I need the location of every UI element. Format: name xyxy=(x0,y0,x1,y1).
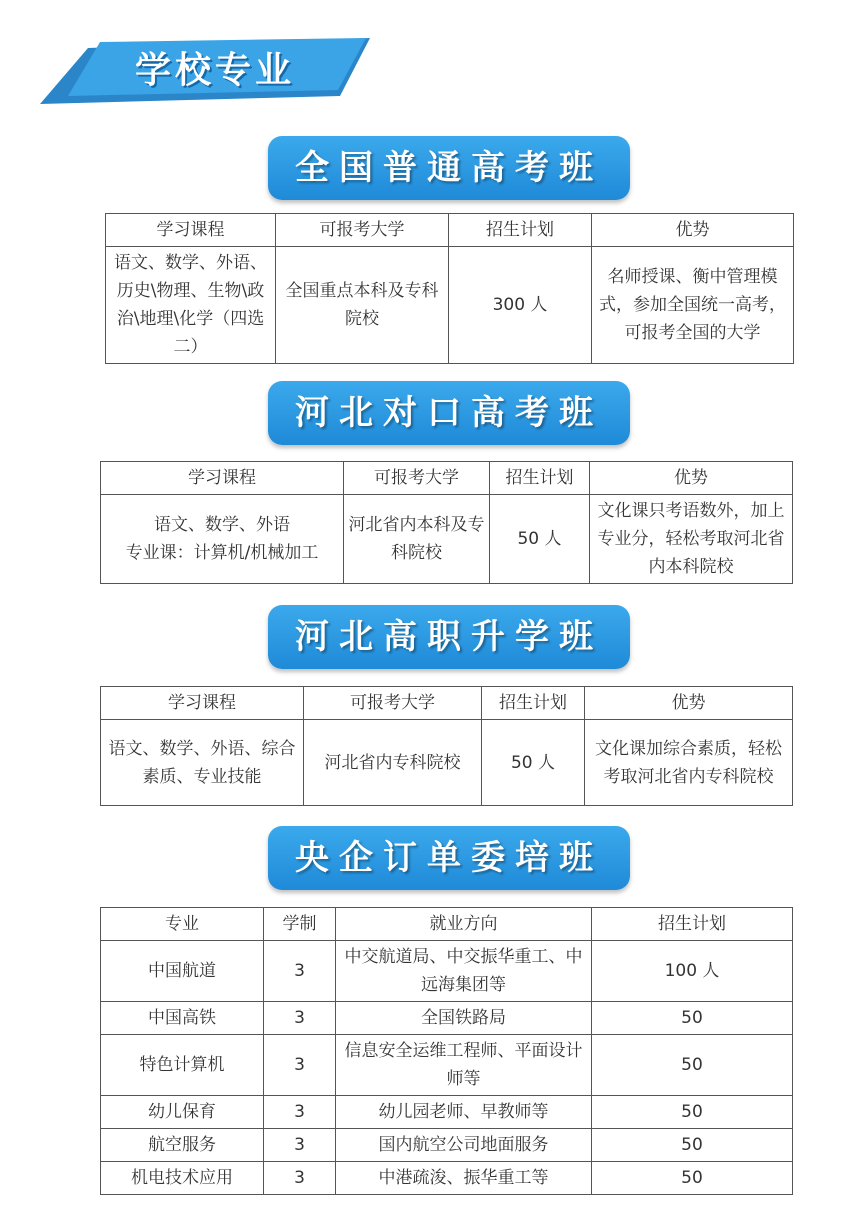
cell-enrollment: 50 xyxy=(592,1162,793,1195)
header-enrollment: 招生计划 xyxy=(482,687,585,720)
cell-enrollment: 50 人 xyxy=(490,495,590,584)
table-row xyxy=(101,495,793,584)
header-courses: 学习课程 xyxy=(106,214,276,247)
cell-advantages: 文化课加综合素质，轻松考取河北省内专科院校 xyxy=(585,720,793,806)
cell-courses: 语文、数学、外语、综合素质、专业技能 xyxy=(101,720,304,806)
header-enrollment: 招生计划 xyxy=(490,462,590,495)
page-banner xyxy=(40,38,370,110)
table-row xyxy=(101,941,793,1002)
cell-duration: 3 xyxy=(264,1162,336,1195)
cell-enrollment: 50 xyxy=(592,1035,793,1096)
header-employment: 就业方向 xyxy=(336,908,592,941)
cell-advantages: 名师授课、衡中管理模式，参加全国统一高考，可报考全国的大学 xyxy=(592,247,794,364)
table-row xyxy=(101,720,793,806)
cell-major: 中国高铁 xyxy=(101,1002,264,1035)
cell-major: 机电技术应用 xyxy=(101,1162,264,1195)
cell-enrollment: 50 xyxy=(592,1096,793,1129)
header-universities: 可报考大学 xyxy=(344,462,490,495)
header-advantages: 优势 xyxy=(585,687,793,720)
cell-duration: 3 xyxy=(264,1129,336,1162)
cell-duration: 3 xyxy=(264,1096,336,1129)
cell-employment: 国内航空公司地面服务 xyxy=(336,1129,592,1162)
cell-enrollment: 50 xyxy=(592,1129,793,1162)
cell-universities: 河北省内专科院校 xyxy=(304,720,482,806)
cell-enrollment: 50 人 xyxy=(482,720,585,806)
header-courses: 学习课程 xyxy=(101,462,344,495)
header-advantages: 优势 xyxy=(592,214,794,247)
cell-enrollment: 300 人 xyxy=(449,247,592,364)
cell-major: 航空服务 xyxy=(101,1129,264,1162)
header-enrollment: 招生计划 xyxy=(449,214,592,247)
table-header-row xyxy=(101,462,793,495)
cell-major: 幼儿保育 xyxy=(101,1096,264,1129)
cell-duration: 3 xyxy=(264,941,336,1002)
section-title-central-enterprise: 央企订单委培班 xyxy=(268,826,630,890)
cell-universities: 全国重点本科及专科院校 xyxy=(276,247,449,364)
table-hebei-gaozhi xyxy=(100,686,793,806)
header-advantages: 优势 xyxy=(590,462,793,495)
table-row xyxy=(101,1035,793,1096)
cell-employment: 中港疏浚、振华重工等 xyxy=(336,1162,592,1195)
header-courses: 学习课程 xyxy=(101,687,304,720)
table-header-row xyxy=(101,687,793,720)
cell-courses: 语文、数学、外语 专业课：计算机/机械加工 xyxy=(101,495,344,584)
table-header-row xyxy=(106,214,794,247)
header-duration: 学制 xyxy=(264,908,336,941)
section-title-hebei-gaozhi: 河北高职升学班 xyxy=(268,605,630,669)
header-universities: 可报考大学 xyxy=(304,687,482,720)
table-row xyxy=(101,1162,793,1195)
banner-title: 学校专业 xyxy=(135,50,296,91)
cell-employment: 中交航道局、中交振华重工、中远海集团等 xyxy=(336,941,592,1002)
table-header-row xyxy=(101,908,793,941)
section-title-national-gaokao: 全国普通高考班 xyxy=(268,136,630,200)
cell-employment: 幼儿园老师、早教师等 xyxy=(336,1096,592,1129)
cell-employment: 全国铁路局 xyxy=(336,1002,592,1035)
cell-duration: 3 xyxy=(264,1002,336,1035)
cell-duration: 3 xyxy=(264,1035,336,1096)
cell-employment: 信息安全运维工程师、平面设计师等 xyxy=(336,1035,592,1096)
cell-universities: 河北省内本科及专科院校 xyxy=(344,495,490,584)
header-enrollment: 招生计划 xyxy=(592,908,793,941)
table-row xyxy=(106,247,794,364)
table-central-enterprise xyxy=(100,907,793,1195)
table-hebei-duikou xyxy=(100,461,793,584)
cell-advantages: 文化课只考语数外，加上专业分，轻松考取河北省内本科院校 xyxy=(590,495,793,584)
table-row xyxy=(101,1002,793,1035)
header-major: 专业 xyxy=(101,908,264,941)
table-row xyxy=(101,1129,793,1162)
cell-major: 中国航道 xyxy=(101,941,264,1002)
cell-enrollment: 100 人 xyxy=(592,941,793,1002)
header-universities: 可报考大学 xyxy=(276,214,449,247)
table-row xyxy=(101,1096,793,1129)
table-national-gaokao xyxy=(105,213,794,364)
cell-enrollment: 50 xyxy=(592,1002,793,1035)
section-title-hebei-duikou: 河北对口高考班 xyxy=(268,381,630,445)
cell-courses: 语文、数学、外语、历史\物理、生物\政治\地理\化学（四选二） xyxy=(106,247,276,364)
cell-major: 特色计算机 xyxy=(101,1035,264,1096)
